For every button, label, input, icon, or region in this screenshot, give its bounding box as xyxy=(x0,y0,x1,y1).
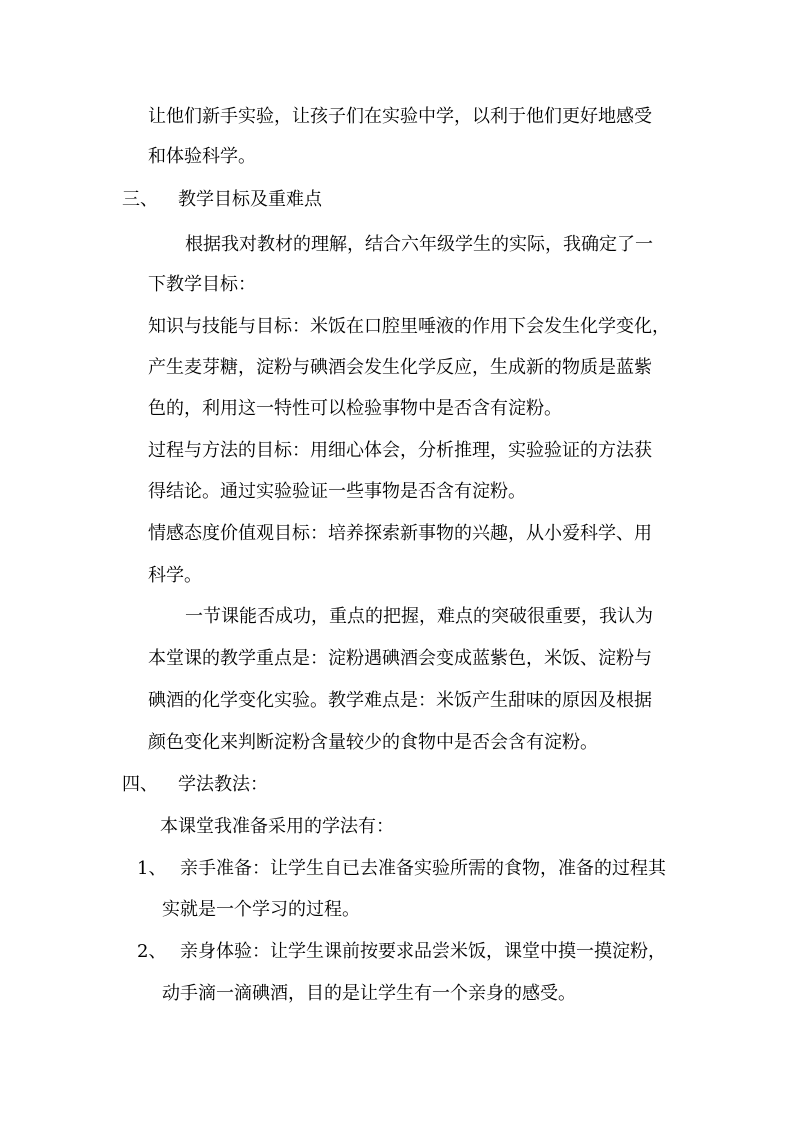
text-line: 动手滴一滴碘酒，目的是让学生有一个亲身的感受。 xyxy=(162,983,576,1004)
text-line: 科学。 xyxy=(148,565,202,586)
text-line: 碘酒的化学变化实验。教学难点是：米饭产生甜味的原因及根据 xyxy=(148,690,652,711)
text-line: 产生麦芽糖，淀粉与碘酒会发生化学反应，生成新的物质是蓝紫 xyxy=(148,357,652,378)
text-line: 一节课能否成功，重点的把握，难点的突破很重要，我认为 xyxy=(185,606,653,627)
text-line: 实就是一个学习的过程。 xyxy=(162,899,360,920)
section-title: 学法教法： xyxy=(178,774,268,795)
section-heading xyxy=(122,773,268,797)
text-line: 根据我对教材的理解，结合六年级学生的实际，我确定了一 xyxy=(185,234,653,255)
section-number: 四、 xyxy=(122,774,158,795)
text-line: 知识与技能与目标：米饭在口腔里唾液的作用下会发生化学变化， xyxy=(148,316,670,337)
text-line: 色的，利用这一特性可以检验事物中是否含有淀粉。 xyxy=(148,398,562,419)
text-line: 让他们新手实验，让孩子们在实验中学，以利于他们更好地感受 xyxy=(148,106,652,127)
text-line: 颜色变化来判断淀粉含量较少的食物中是否会含有淀粉。 xyxy=(148,732,598,753)
text-line: 情感态度价值观目标：培养探索新事物的兴趣，从小爱科学、用 xyxy=(148,523,652,544)
text-line: 本课堂我准备采用的学法有： xyxy=(160,816,394,837)
text-line: 亲手准备：让学生自已去准备实验所需的食物，准备的过程其 xyxy=(180,858,666,879)
text-line: 和体验科学。 xyxy=(148,146,256,167)
text-line: 本堂课的教学重点是：淀粉遇碘酒会变成蓝紫色，米饭、淀粉与 xyxy=(148,648,652,669)
text-line: 过程与方法的目标：用细心体会，分析推理，实验验证的方法获 xyxy=(148,440,652,461)
list-number: 1、 xyxy=(137,858,167,879)
text-line: 亲身体验：让学生课前按要求品尝米饭，课堂中摸一摸淀粉， xyxy=(180,941,666,962)
text-line: 下教学目标： xyxy=(148,274,256,295)
text-line: 得结论。通过实验验证一些事物是否含有淀粉。 xyxy=(148,481,526,502)
section-title: 教学目标及重难点 xyxy=(178,189,322,210)
list-number: 2、 xyxy=(137,941,167,962)
section-number: 三、 xyxy=(122,189,158,210)
section-heading xyxy=(122,188,322,212)
